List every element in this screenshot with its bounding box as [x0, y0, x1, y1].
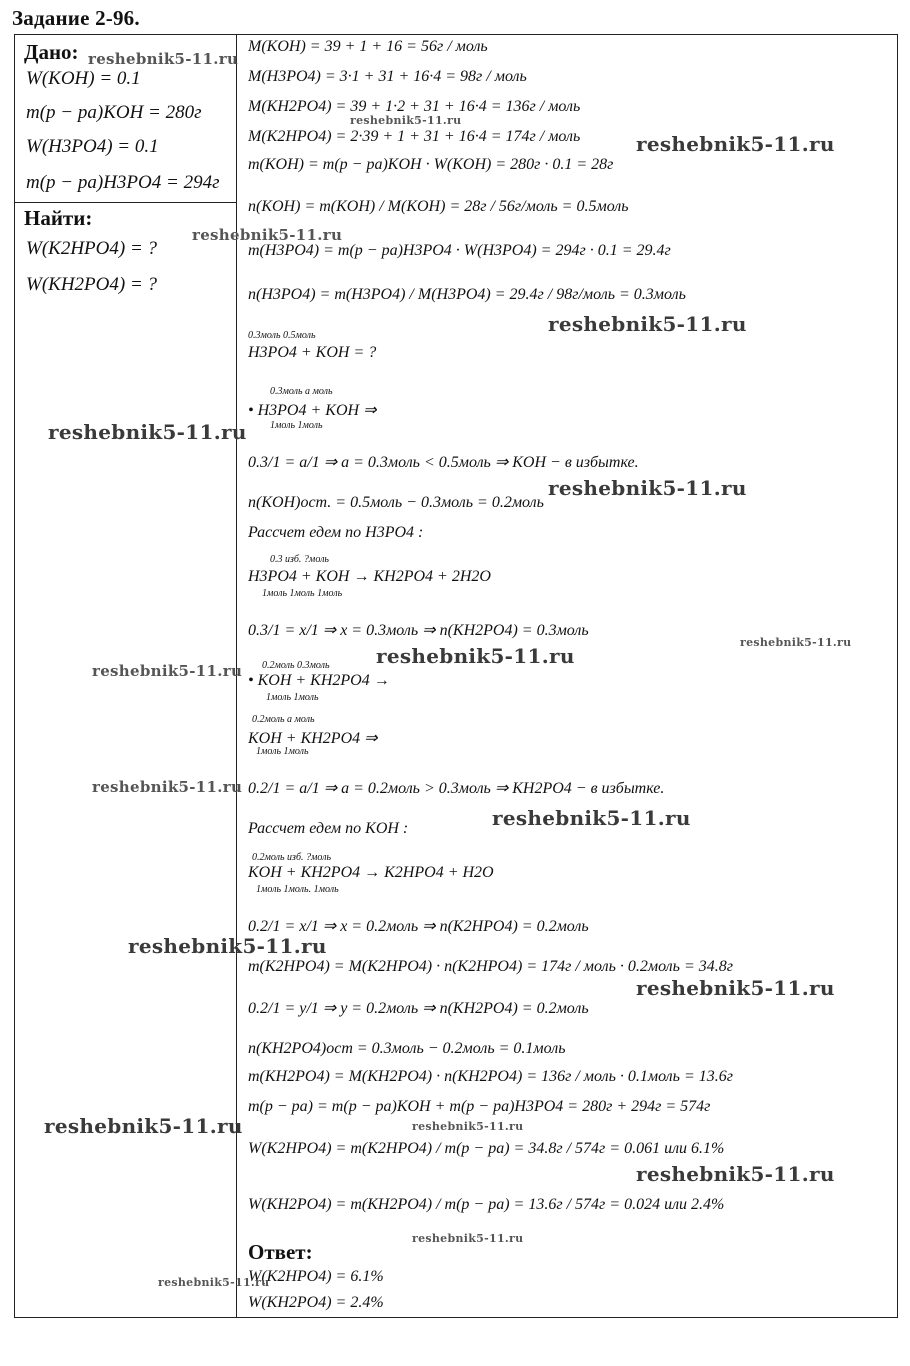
solution-line: 0.2моль 0.3моль — [262, 660, 330, 671]
solution-line: m(K2HPO4) = M(K2HPO4) · n(K2HPO4) = 174г / моль · 0.2моль = 34.8г — [248, 958, 733, 975]
watermark: reshebnik5-11.ru — [158, 1276, 270, 1289]
solution-line: W(K2HPO4) = m(K2HPO4) / m(p − pa) = 34.8г / 574г = 0.061 или 6.1% — [248, 1140, 725, 1157]
solution-line: 1моль 1моль — [266, 692, 319, 703]
watermark: reshebnik5-11.ru — [48, 420, 247, 444]
watermark: reshebnik5-11.ru — [350, 114, 462, 127]
solution-line: M(K2HPO4) = 2·39 + 1 + 31 + 16·4 = 174г / моль — [248, 128, 581, 145]
find-line: W(K2HPO4) = ? — [26, 238, 158, 259]
given-line: W(H3PO4) = 0.1 — [26, 136, 159, 157]
watermark: reshebnik5-11.ru — [636, 976, 835, 1000]
solution-line: n(KOH) = m(KOH) / M(KOH) = 28г / 56г/моль = 0.5моль — [248, 198, 629, 215]
solution-line: 0.2моль a моль — [252, 714, 315, 725]
watermark: reshebnik5-11.ru — [88, 50, 239, 68]
solution-line: n(KH2PO4)ост = 0.3моль − 0.2моль = 0.1моль — [248, 1040, 566, 1057]
watermark: reshebnik5-11.ru — [376, 644, 575, 668]
solution-line: Рассчет едем по KOH : — [248, 820, 409, 837]
solution-line: M(KH2PO4) = 39 + 1·2 + 31 + 16·4 = 136г / моль — [248, 98, 581, 115]
watermark: reshebnik5-11.ru — [636, 132, 835, 156]
solution-line: 0.2/1 = a/1 ⇒ a = 0.2моль > 0.3моль ⇒ KH2PO4 − в избытке. — [248, 780, 665, 797]
solution-line: KOH + KH2PO4 ⇒ — [248, 730, 378, 747]
solution-line: H3PO4 + KOH → KH2PO4 + 2H2O — [248, 568, 491, 585]
watermark: reshebnik5-11.ru — [492, 806, 691, 830]
solution-line: 0.2/1 = y/1 ⇒ y = 0.2моль ⇒ n(KH2PO4) = 0.2моль — [248, 1000, 589, 1017]
solution-line: • H3PO4 + KOH ⇒ — [248, 402, 377, 419]
solution-line: 0.3моль a моль — [270, 386, 333, 397]
watermark: reshebnik5-11.ru — [92, 662, 243, 680]
solution-line: 1моль 1моль. 1моль — [256, 884, 339, 895]
solution-line: n(KOH)ост. = 0.5моль − 0.3моль = 0.2моль — [248, 494, 544, 511]
solution-line: 0.3/1 = a/1 ⇒ a = 0.3моль < 0.5моль ⇒ KOH − в избытке. — [248, 454, 639, 471]
solution-line: Рассчет едем по H3PO4 : — [248, 524, 424, 541]
solution-line: 1моль 1моль — [270, 420, 323, 431]
watermark: reshebnik5-11.ru — [44, 1114, 243, 1138]
find-heading: Найти: — [24, 206, 93, 230]
solution-line: 1моль 1моль 1моль — [262, 588, 343, 599]
task-title: Задание 2-96. — [12, 6, 140, 30]
find-line: W(KH2PO4) = ? — [26, 274, 158, 295]
solution-line: 0.2моль изб. ?моль — [252, 852, 332, 863]
given-find-divider — [14, 202, 237, 203]
watermark: reshebnik5-11.ru — [412, 1120, 524, 1133]
solution-line: m(KH2PO4) = M(KH2PO4) · n(KH2PO4) = 136г / моль · 0.1моль = 13.6г — [248, 1068, 733, 1085]
watermark: reshebnik5-11.ru — [548, 476, 747, 500]
solution-line: m(KOH) = m(p − pa)KOH · W(KOH) = 280г · 0.1 = 28г — [248, 156, 614, 173]
solution-line: M(H3PO4) = 3·1 + 31 + 16·4 = 98г / моль — [248, 68, 527, 85]
solution-line: 0.3 изб. ?моль — [270, 554, 329, 565]
watermark: reshebnik5-11.ru — [548, 312, 747, 336]
watermark: reshebnik5-11.ru — [92, 778, 243, 796]
answer-line: W(KH2PO4) = 2.4% — [248, 1294, 384, 1311]
solution-line: m(p − pa) = m(p − pa)KOH + m(p − pa)H3PO4 = 280г + 294г = 574г — [248, 1098, 711, 1115]
given-heading: Дано: — [24, 40, 79, 64]
watermark: reshebnik5-11.ru — [412, 1232, 524, 1245]
watermark: reshebnik5-11.ru — [192, 226, 343, 244]
solution-line: • KOH + KH2PO4 → — [248, 672, 390, 689]
solution-line: m(H3PO4) = m(p − pa)H3PO4 · W(H3PO4) = 294г · 0.1 = 29.4г — [248, 242, 671, 259]
watermark: reshebnik5-11.ru — [128, 934, 327, 958]
solution-line: 0.3моль 0.5моль — [248, 330, 316, 341]
solution-line: 1моль 1моль — [256, 746, 309, 757]
solution-line: W(KH2PO4) = m(KH2PO4) / m(p − pa) = 13.6г / 574г = 0.024 или 2.4% — [248, 1196, 725, 1213]
solution-line: n(H3PO4) = m(H3PO4) / M(H3PO4) = 29.4г / 98г/моль = 0.3моль — [248, 286, 686, 303]
watermark: reshebnik5-11.ru — [740, 636, 852, 649]
solution-line: 0.3/1 = x/1 ⇒ x = 0.3моль ⇒ n(KH2PO4) = 0.3моль — [248, 622, 589, 639]
solution-line: 0.2/1 = x/1 ⇒ x = 0.2моль ⇒ n(K2HPO4) = 0.2моль — [248, 918, 589, 935]
given-line: m(p − pa)KOH = 280г — [26, 102, 202, 123]
solution-line: M(KOH) = 39 + 1 + 16 = 56г / моль — [248, 38, 488, 55]
answer-heading: Ответ: — [248, 1240, 313, 1264]
solution-line: KOH + KH2PO4 → K2HPO4 + H2O — [248, 864, 494, 881]
watermark: reshebnik5-11.ru — [636, 1162, 835, 1186]
given-line: W(KOH) = 0.1 — [26, 68, 141, 89]
answer-line: W(K2HPO4) = 6.1% — [248, 1268, 384, 1285]
solution-line: H3PO4 + KOH = ? — [248, 344, 377, 361]
given-line: m(p − pa)H3PO4 = 294г — [26, 172, 220, 193]
